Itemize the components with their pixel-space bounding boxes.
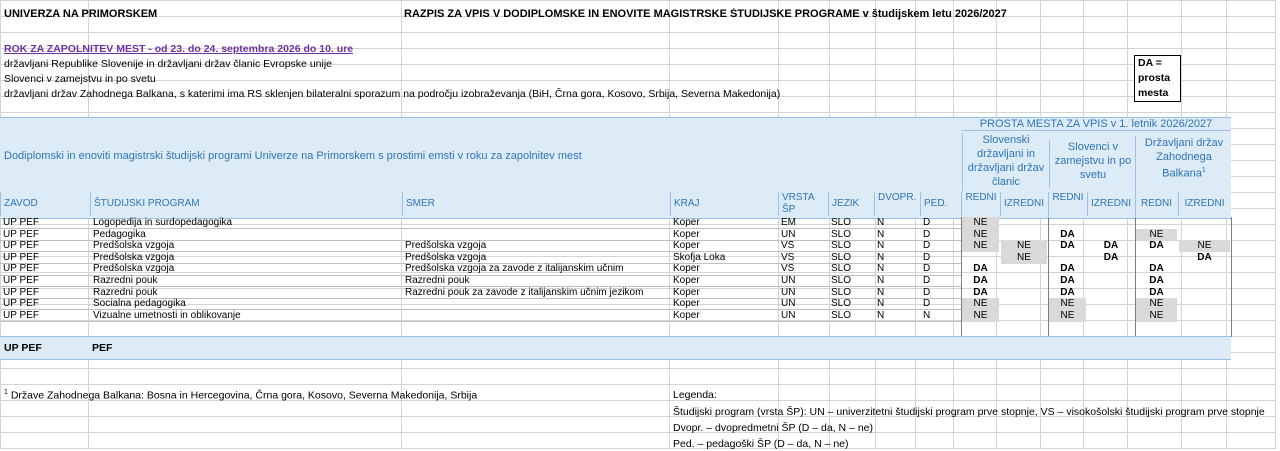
availability-cell-empty: [1088, 229, 1134, 241]
column-divider: [1048, 217, 1049, 337]
cell-jezik: SLO: [831, 251, 852, 263]
cell-zavod: UP PEF: [3, 263, 39, 275]
cell-smer: Predšolska vzgoja: [405, 240, 487, 252]
col-eu-izredni: IZREDNI: [1000, 192, 1047, 216]
cell-smer: Predšolska vzgoja: [405, 251, 487, 263]
availability-cell-empty: [1179, 298, 1230, 310]
cell-kraj: Koper: [673, 240, 700, 252]
cell-ped: D: [923, 275, 931, 286]
group-line-2: Slovenci v zamejstvu in po svetu: [4, 73, 156, 85]
availability-cell-empty: [1088, 298, 1134, 310]
cell-kraj: Koper: [673, 275, 700, 286]
total-zavod: UP PEF: [4, 342, 42, 354]
footnote: [4, 389, 477, 402]
cell-jezik: SLO: [831, 228, 852, 240]
cell-program: Pedagogika: [93, 228, 146, 240]
total-program: PEF: [92, 342, 113, 354]
availability-cell-ne: NE: [1136, 298, 1177, 310]
availability-cell-empty: [1049, 252, 1086, 264]
legend-line-3: Ped. – pedagoški ŠP (D – da, N – ne): [673, 438, 849, 450]
availability-cell-da: DA: [1060, 263, 1075, 275]
group-header-abroad: Slovenci v zamejstvu in po svetu: [1049, 140, 1136, 188]
availability-cell-da: DA: [1149, 275, 1164, 286]
cell-jezik: SLO: [831, 309, 852, 321]
group-header-balkan: [1135, 136, 1232, 192]
cell-kraj: Koper: [673, 263, 700, 275]
cell-zavod: UP PEF: [3, 251, 39, 263]
col-dvopr: DVOPR.: [874, 192, 919, 216]
cell-ped: D: [923, 251, 931, 263]
cell-dvopr: N: [877, 217, 885, 228]
cell-smer: Razredni pouk za zavode z italijanskim učnim jezikom: [405, 286, 644, 298]
col-program: ŠTUDIJSKI PROGRAM: [90, 192, 401, 216]
total-row: [0, 336, 1231, 360]
cell-dvopr: N: [877, 298, 885, 310]
cell-dvopr: N: [877, 240, 885, 252]
cell-zavod: UP PEF: [3, 309, 39, 321]
cell-ped: D: [923, 263, 931, 275]
section-title: Dodiplomski in enoviti magistrski študijski programi Univerze na Primorskem s prostimi emsti v roku za zapolnitev mest: [4, 150, 582, 162]
cell-ped: D: [923, 217, 931, 228]
availability-cell-da: DA: [1060, 275, 1075, 286]
cell-vrsta: UN: [781, 275, 796, 286]
cell-program: Razredni pouk: [93, 286, 158, 298]
cell-zavod: UP PEF: [3, 286, 39, 298]
availability-cell-empty: [1179, 263, 1230, 275]
availability-cell-ne: NE: [962, 229, 999, 241]
availability-cell-da: DA: [973, 286, 988, 298]
cell-jezik: SLO: [831, 263, 852, 275]
cell-vrsta: VS: [781, 263, 795, 275]
col-ped: PED.: [920, 192, 960, 216]
availability-cell-da: DA: [1149, 286, 1164, 298]
cell-vrsta: UN: [781, 298, 796, 310]
cell-program: Predšolska vzgoja: [93, 240, 175, 252]
col-vrsta: VRSTA ŠP: [778, 192, 827, 216]
availability-cell-ne: NE: [1179, 240, 1230, 252]
availability-cell-ne: NE: [962, 240, 999, 252]
cell-kraj: Koper: [673, 309, 700, 321]
availability-cell-empty: [1001, 298, 1047, 310]
cell-dvopr: N: [877, 286, 885, 298]
cell-program: Logopedija in surdopedagogika: [93, 217, 233, 228]
availability-cell-ne: NE: [962, 298, 999, 310]
cell-kraj: Koper: [673, 217, 700, 228]
availability-cell-empty: [1088, 310, 1134, 322]
cell-dvopr: N: [877, 263, 885, 275]
availability-cell-empty: [1179, 275, 1230, 287]
group-line-1: državljani Republike Slovenije in državljani držav članic Evropske unije: [4, 58, 332, 70]
cell-program: Socialna pedagogika: [93, 298, 186, 310]
da-note-box: [1134, 55, 1181, 102]
cell-jezik: SLO: [831, 240, 852, 252]
availability-cell-ne: NE: [962, 217, 999, 229]
legend-line-2: Dvopr. – dvopredmetni ŠP (D – da, N – ne): [673, 422, 873, 434]
cell-program: Predšolska vzgoja: [93, 251, 175, 263]
availability-cell-empty: [1136, 217, 1177, 229]
cell-kraj: Koper: [673, 228, 700, 240]
cell-program: Vizualne umetnosti in oblikovanje: [93, 309, 241, 321]
cell-ped: D: [923, 286, 931, 298]
availability-cell-ne: NE: [962, 310, 999, 322]
cell-dvopr: N: [877, 309, 885, 321]
cell-vrsta: UN: [781, 309, 796, 321]
availability-cell-ne: NE: [1001, 252, 1047, 264]
cell-ped: D: [923, 240, 931, 252]
column-divider: [1135, 217, 1136, 337]
availability-cell-da: DA: [1103, 240, 1119, 252]
availability-cell-da: DA: [1060, 228, 1075, 240]
availability-cell-ne: NE: [1136, 310, 1177, 322]
availability-cell-empty: [1001, 263, 1047, 275]
availability-cell-empty: [1088, 217, 1134, 229]
availability-cell-ne: NE: [1001, 240, 1047, 252]
cell-zavod: UP PEF: [3, 240, 39, 252]
cell-program: Predšolska vzgoja: [93, 263, 175, 275]
cell-dvopr: N: [877, 251, 885, 263]
availability-cell-da: DA: [1149, 240, 1164, 252]
cell-smer: Razredni pouk: [405, 275, 470, 286]
cell-vrsta: VS: [781, 251, 795, 263]
column-divider: [1231, 217, 1232, 337]
availability-cell-empty: [1001, 275, 1047, 287]
da-note-line-2: prosta: [1138, 72, 1171, 84]
availability-cell-empty: [1088, 263, 1134, 275]
availability-cell-ne: NE: [1136, 229, 1177, 241]
cell-dvopr: N: [877, 275, 885, 286]
col-jezik: JEZIK: [828, 192, 873, 216]
cell-ped: N: [923, 309, 931, 321]
availability-cell-empty: [962, 252, 999, 264]
cell-smer: Predšolska vzgoja za zavode z italijanskim učnim: [405, 263, 624, 275]
legend-title: Legenda:: [673, 389, 717, 401]
col-abroad-izredni: IZREDNI: [1087, 192, 1134, 216]
cell-ped: D: [923, 298, 931, 310]
cell-vrsta: VS: [781, 240, 795, 252]
cell-vrsta: EM: [781, 217, 796, 228]
footnote-text: Države Zahodnega Balkana: Bosna in Hercegovina, Črna gora, Kosovo, Severna Makedonija, Srbija: [10, 389, 478, 402]
cell-program: Razredni pouk: [93, 275, 158, 286]
col-balkan-redni: REDNI: [1135, 192, 1177, 216]
cell-dvopr: N: [877, 228, 885, 240]
cell-kraj: Koper: [673, 286, 700, 298]
availability-cell-ne: NE: [1049, 310, 1086, 322]
cell-zavod: UP PEF: [3, 275, 39, 286]
row-separator: [0, 321, 961, 322]
availability-cell-empty: [1136, 252, 1177, 264]
col-kraj: KRAJ: [670, 192, 777, 216]
footnote-mark: 1: [4, 389, 8, 396]
cell-zavod: UP PEF: [3, 298, 39, 310]
university-name: UNIVERZA NA PRIMORSKEM: [4, 8, 158, 20]
availability-cell-da: DA: [973, 275, 988, 286]
group-header-balkan-text: Državljani držav Zahodnega Balkana: [1144, 137, 1224, 180]
availability-cell-da: DA: [1149, 263, 1164, 275]
cell-vrsta: UN: [781, 228, 796, 240]
cell-jezik: SLO: [831, 275, 852, 286]
group-line-3: državljani držav Zahodnega Balkana, s katerimi ima RS sklenjen bilateralni sporazum na področju izobraževanja (BiH, Črna gora, Kosovo, Srbija, Severna Makedonija): [4, 88, 781, 100]
cell-jezik: SLO: [831, 286, 852, 298]
availability-cell-da: DA: [973, 263, 988, 275]
availability-cell-empty: [1049, 217, 1086, 229]
cell-kraj: Koper: [673, 298, 700, 310]
availability-cell-empty: [1179, 310, 1230, 322]
cell-ped: D: [923, 228, 931, 240]
group-header-eu: Slovenski državljani in državljani držav članic: [962, 133, 1049, 191]
availability-cell-empty: [1001, 217, 1047, 229]
availability-cell-empty: [1088, 275, 1134, 287]
da-note-line-1: DA =: [1138, 57, 1162, 69]
availability-cell-da: DA: [1060, 286, 1075, 298]
availability-cell-ne: NE: [1049, 298, 1086, 310]
availability-cell-empty: [1001, 229, 1047, 241]
col-zavod: ZAVOD: [0, 192, 89, 216]
document-title: RAZPIS ZA VPIS V DODIPLOMSKE IN ENOVITE MAGISTRSKE ŠTUDIJSKE PROGRAME v študijskem letu 2026/2027: [404, 8, 1007, 20]
cell-jezik: SLO: [831, 298, 852, 310]
group-header-footnote-mark: 1: [1201, 167, 1206, 174]
col-abroad-redni: REDNI: [1048, 192, 1087, 216]
availability-cell-empty: [1179, 287, 1230, 299]
cell-zavod: UP PEF: [3, 228, 39, 240]
availability-cell-da: DA: [1197, 251, 1212, 263]
cell-zavod: UP PEF: [3, 217, 39, 228]
availability-cell-empty: [1179, 229, 1230, 241]
availability-cell-empty: [1001, 287, 1047, 299]
availability-cell-da: DA: [1103, 251, 1119, 263]
legend-line-1: Študijski program (vrsta ŠP): UN – univerzitetni študijski program prve stopnje, VS – visokošolski študijski program prve stopnje: [673, 406, 1265, 418]
cell-kraj: Škofja Loka: [673, 251, 726, 263]
col-eu-redni: REDNI: [961, 192, 1000, 216]
col-smer: SMER: [402, 192, 669, 216]
free-places-header: PROSTA MESTA ZA VPIS v 1. letnik 2026/2027: [961, 118, 1231, 131]
da-note-line-3: mesta: [1138, 87, 1169, 99]
cell-jezik: SLO: [831, 217, 852, 228]
availability-cell-empty: [1088, 287, 1134, 299]
availability-cell-empty: [1179, 217, 1230, 229]
availability-cell-empty: [1001, 310, 1047, 322]
column-divider: [961, 217, 962, 337]
cell-vrsta: UN: [781, 286, 796, 298]
col-balkan-izredni: IZREDNI: [1178, 192, 1230, 216]
availability-cell-da: DA: [1060, 240, 1075, 252]
deadline-heading: ROK ZA ZAPOLNITEV MEST - od 23. do 24. septembra 2026 do 10. ure: [4, 43, 354, 55]
